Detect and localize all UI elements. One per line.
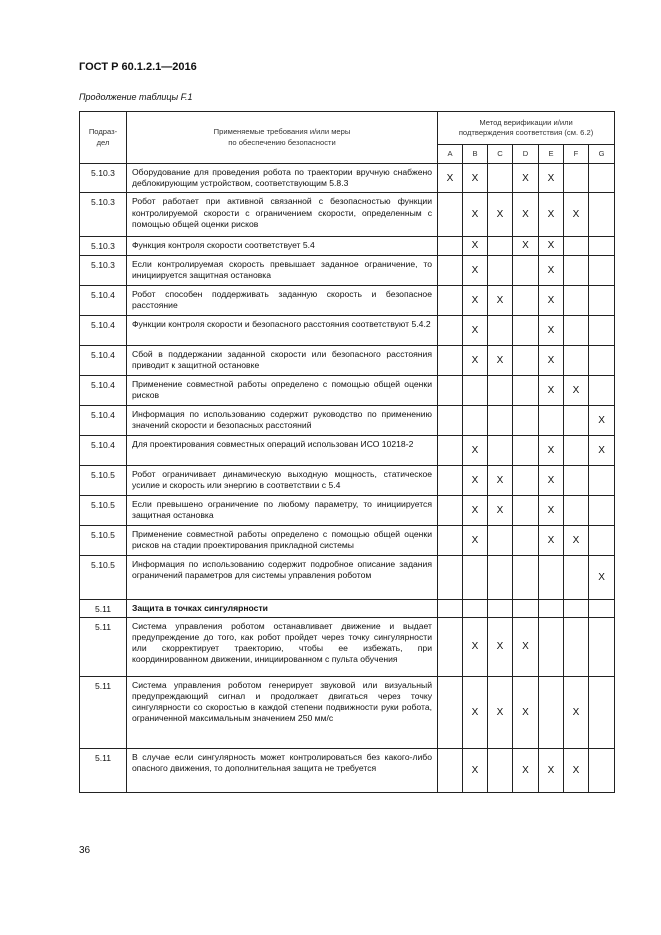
mark-g: [589, 193, 615, 237]
document-title: ГОСТ Р 60.1.2.1—2016: [79, 61, 197, 73]
mark-f: X: [564, 525, 589, 555]
mark-a: [438, 525, 463, 555]
mark-b: [463, 375, 488, 405]
table-row: [80, 748, 615, 792]
row-subsection: 5.10.5: [80, 465, 127, 495]
row-subsection: 5.10.5: [80, 555, 127, 599]
mark-c: X: [488, 617, 513, 676]
mark-g: X: [589, 555, 615, 599]
mark-f: [564, 465, 589, 495]
mark-e: X: [539, 285, 564, 315]
header-method-e: E: [539, 145, 564, 164]
mark-g: [589, 748, 615, 792]
mark-b: X: [463, 315, 488, 345]
mark-b: X: [463, 285, 488, 315]
row-subsection: 5.11: [80, 599, 127, 617]
mark-e: X: [539, 345, 564, 375]
mark-d: X: [513, 237, 539, 255]
mark-f: [564, 555, 589, 599]
mark-e: [539, 555, 564, 599]
mark-a: [438, 345, 463, 375]
table-row: [80, 345, 615, 375]
mark-a: [438, 555, 463, 599]
row-requirement: Система управления роботом останавливает движение и выдает предупреждение до того, как робот пройдет через точку сингулярности или скорректирует траекторию, чтобы ее избежать, при координированном движении, инициированном с пульта обучения: [127, 617, 438, 676]
row-subsection: 5.10.5: [80, 495, 127, 525]
table-row: [80, 525, 615, 555]
row-requirement: Информация по использованию содержит руководство по применению значений скорости и безопасных расстояний: [127, 405, 438, 435]
mark-b: X: [463, 237, 488, 255]
table-row: [80, 599, 615, 617]
header-method-b: B: [463, 145, 488, 164]
mark-c: [488, 748, 513, 792]
mark-f: X: [564, 193, 589, 237]
row-requirement: Если контролируемая скорость превышает заданное ограничение, то инициируется защитная остановка: [127, 255, 438, 285]
mark-c: X: [488, 345, 513, 375]
mark-b: [463, 405, 488, 435]
mark-c: [488, 599, 513, 617]
row-subsection: 5.10.4: [80, 435, 127, 465]
mark-e: X: [539, 375, 564, 405]
mark-d: [513, 315, 539, 345]
mark-c: [488, 315, 513, 345]
mark-b: [463, 599, 488, 617]
mark-c: X: [488, 193, 513, 237]
mark-a: [438, 599, 463, 617]
mark-a: [438, 255, 463, 285]
mark-e: [539, 599, 564, 617]
row-subsection: 5.10.3: [80, 164, 127, 193]
mark-c: [488, 375, 513, 405]
table-caption: Продолжение таблицы F.1: [79, 92, 193, 102]
mark-d: [513, 405, 539, 435]
mark-g: [589, 164, 615, 193]
mark-f: [564, 405, 589, 435]
mark-a: [438, 465, 463, 495]
mark-d: X: [513, 676, 539, 748]
mark-e: X: [539, 465, 564, 495]
mark-a: [438, 193, 463, 237]
row-subsection: 5.10.3: [80, 237, 127, 255]
mark-g: [589, 617, 615, 676]
row-subsection: 5.10.4: [80, 315, 127, 345]
mark-d: [513, 285, 539, 315]
mark-a: [438, 617, 463, 676]
mark-d: [513, 495, 539, 525]
mark-a: [438, 435, 463, 465]
mark-b: X: [463, 676, 488, 748]
mark-g: [589, 495, 615, 525]
table-row: [80, 676, 615, 748]
header-requirements: Применяемые требования и/или меры по обеспечению безопасности: [127, 112, 438, 164]
mark-c: X: [488, 495, 513, 525]
mark-f: [564, 345, 589, 375]
mark-d: X: [513, 164, 539, 193]
mark-g: [589, 599, 615, 617]
mark-e: [539, 617, 564, 676]
row-subsection: 5.11: [80, 676, 127, 748]
table-row: [80, 435, 615, 465]
mark-g: [589, 525, 615, 555]
mark-e: [539, 676, 564, 748]
mark-c: [488, 255, 513, 285]
header-method-c: C: [488, 145, 513, 164]
section-heading: Защита в точках сингулярности: [127, 599, 438, 617]
row-requirement: Если превышено ограничение по любому параметру, то инициируется защитная остановка: [127, 495, 438, 525]
mark-d: [513, 465, 539, 495]
mark-f: [564, 237, 589, 255]
mark-f: [564, 255, 589, 285]
mark-b: X: [463, 164, 488, 193]
mark-b: X: [463, 465, 488, 495]
row-subsection: 5.10.4: [80, 345, 127, 375]
table-row: [80, 255, 615, 285]
mark-e: X: [539, 315, 564, 345]
table-row: [80, 495, 615, 525]
header-method: Метод верификации и/или подтверждения соответствия (см. 6.2): [438, 112, 615, 145]
mark-d: [513, 375, 539, 405]
table-row: [80, 617, 615, 676]
mark-d: X: [513, 193, 539, 237]
row-requirement: Для проектирования совместных операций использован ИСО 10218-2: [127, 435, 438, 465]
mark-c: X: [488, 285, 513, 315]
mark-b: X: [463, 193, 488, 237]
mark-b: X: [463, 617, 488, 676]
row-requirement: Оборудование для проведения робота по траектории вручную снабжено деблокирующим устройством, соответствующим 5.8.3: [127, 164, 438, 193]
row-requirement: Сбой в поддержании заданной скорости или безопасного расстояния приводит к защитной остановке: [127, 345, 438, 375]
mark-a: [438, 237, 463, 255]
mark-b: X: [463, 495, 488, 525]
mark-g: [589, 676, 615, 748]
row-subsection: 5.10.4: [80, 405, 127, 435]
header-subsection: Подраз- дел: [80, 112, 127, 164]
mark-g: [589, 465, 615, 495]
mark-e: X: [539, 237, 564, 255]
mark-f: X: [564, 748, 589, 792]
row-requirement: Применение совместной работы определено с помощью общей оценки рисков на стадии проектирования прикладной системы: [127, 525, 438, 555]
row-requirement: Функции контроля скорости и безопасного расстояния соответствуют 5.4.2: [127, 315, 438, 345]
row-subsection: 5.10.3: [80, 193, 127, 237]
mark-c: X: [488, 465, 513, 495]
mark-g: [589, 345, 615, 375]
row-requirement: Информация по использованию содержит подробное описание задания ограничений параметров для системы управления роботом: [127, 555, 438, 599]
mark-b: X: [463, 255, 488, 285]
mark-a: [438, 405, 463, 435]
table-row: [80, 193, 615, 237]
requirements-table: [79, 111, 615, 793]
header-method-a: A: [438, 145, 463, 164]
row-requirement: Функция контроля скорости соответствует 5.4: [127, 237, 438, 255]
mark-g: X: [589, 435, 615, 465]
mark-a: X: [438, 164, 463, 193]
row-subsection: 5.11: [80, 617, 127, 676]
mark-g: [589, 375, 615, 405]
row-subsection: 5.11: [80, 748, 127, 792]
mark-f: X: [564, 375, 589, 405]
mark-g: [589, 255, 615, 285]
mark-e: X: [539, 164, 564, 193]
mark-a: [438, 495, 463, 525]
mark-e: X: [539, 435, 564, 465]
row-subsection: 5.10.3: [80, 255, 127, 285]
header-method-d: D: [513, 145, 539, 164]
mark-f: [564, 495, 589, 525]
mark-f: [564, 285, 589, 315]
row-subsection: 5.10.4: [80, 285, 127, 315]
row-subsection: 5.10.4: [80, 375, 127, 405]
mark-d: [513, 599, 539, 617]
row-requirement: Робот способен поддерживать заданную скорость и безопасное расстояние: [127, 285, 438, 315]
mark-b: X: [463, 525, 488, 555]
mark-g: [589, 285, 615, 315]
mark-g: X: [589, 405, 615, 435]
mark-e: X: [539, 193, 564, 237]
mark-b: X: [463, 435, 488, 465]
mark-f: [564, 599, 589, 617]
mark-f: [564, 164, 589, 193]
mark-b: X: [463, 345, 488, 375]
table-row: [80, 405, 615, 435]
mark-e: [539, 405, 564, 435]
mark-c: [488, 405, 513, 435]
row-subsection: 5.10.5: [80, 525, 127, 555]
mark-g: [589, 237, 615, 255]
table-row: [80, 555, 615, 599]
mark-a: [438, 375, 463, 405]
page-number: 36: [79, 845, 91, 856]
mark-a: [438, 285, 463, 315]
row-requirement: Применение совместной работы определено с помощью общей оценки рисков: [127, 375, 438, 405]
table-row: [80, 375, 615, 405]
mark-d: [513, 255, 539, 285]
table-row: [80, 465, 615, 495]
mark-b: X: [463, 748, 488, 792]
mark-d: [513, 555, 539, 599]
mark-f: X: [564, 676, 589, 748]
table-row: [80, 315, 615, 345]
mark-f: [564, 315, 589, 345]
row-requirement: В случае если сингулярность может контролироваться без какого-либо опасного движения, то дополнительная защита не требуется: [127, 748, 438, 792]
table-row: [80, 237, 615, 255]
mark-a: [438, 676, 463, 748]
mark-f: [564, 617, 589, 676]
header-method-f: F: [564, 145, 589, 164]
mark-a: [438, 315, 463, 345]
mark-e: X: [539, 255, 564, 285]
mark-c: X: [488, 676, 513, 748]
mark-c: [488, 525, 513, 555]
mark-c: [488, 237, 513, 255]
mark-c: [488, 435, 513, 465]
header-method-g: G: [589, 145, 615, 164]
mark-a: [438, 748, 463, 792]
mark-e: X: [539, 748, 564, 792]
mark-c: [488, 555, 513, 599]
mark-d: X: [513, 617, 539, 676]
mark-b: [463, 555, 488, 599]
table-row: [80, 164, 615, 193]
mark-d: X: [513, 748, 539, 792]
mark-d: [513, 345, 539, 375]
mark-g: [589, 315, 615, 345]
row-requirement: Робот работает при активной связанной с безопасностью функции контролируемой скорости с ограничением скорости, определенным с помощью общей оценки рисков: [127, 193, 438, 237]
row-requirement: Робот ограничивает динамическую выходную мощность, статическое усилие и скорость или энергию в соответствии с 5.4: [127, 465, 438, 495]
mark-e: X: [539, 525, 564, 555]
mark-d: [513, 525, 539, 555]
mark-d: [513, 435, 539, 465]
mark-e: X: [539, 495, 564, 525]
mark-c: [488, 164, 513, 193]
mark-f: [564, 435, 589, 465]
table-row: [80, 285, 615, 315]
row-requirement: Система управления роботом генерирует звуковой или визуальный предупреждающий сигнал и продолжает двигаться через точку сингулярности со скоростью в каждой степени подвижности руки робота, ограниченной максимальным значением 250 мм/с: [127, 676, 438, 748]
